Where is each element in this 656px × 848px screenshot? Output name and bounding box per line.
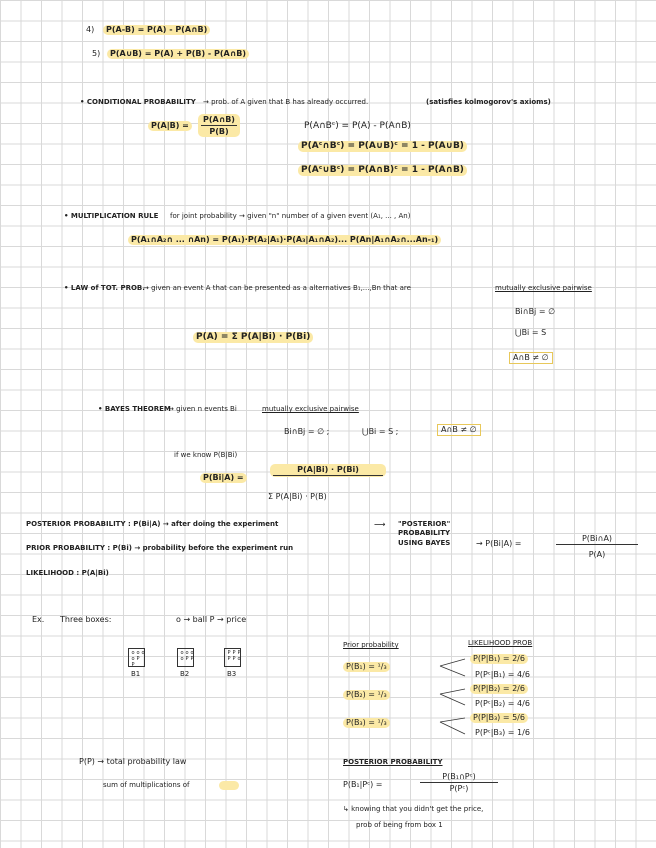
bayes-if-we-know: if we know P(B|Bi)	[174, 451, 238, 459]
conditional-denominator: P(B)	[209, 127, 229, 136]
complement-eq-2: P(Aᶜ∩Bᶜ) = P(A∪B)ᶜ = 1 - P(A∪B)	[298, 141, 467, 152]
total-prob-condition-1: Bi∩Bj = ∅	[515, 307, 556, 316]
example-label: Ex.	[32, 615, 45, 624]
prior-b2: P(B₂) = ¹/₃	[343, 690, 390, 700]
posterior-using-bayes: "POSTERIOR" PROBABILITY USING BAYES	[398, 520, 451, 547]
likelihood-pc-b3: P(Pᶜ|B₃) = 1/6	[475, 728, 530, 737]
likelihood-p-b2: P(P|B₂) = 2/6	[470, 684, 528, 694]
example-posterior-denominator: P(Pᶜ)	[449, 784, 469, 793]
bayes-title: • BAYES THEOREM	[98, 405, 171, 413]
posterior-definition: POSTERIOR PROBABILITY : P(Bi|A) → after doing the experiment	[26, 520, 279, 528]
total-prob-description: → given an event A that can be presented as a alternatives B₁,...,Bn that are	[143, 284, 411, 292]
total-prob-mutually-exclusive: mutually exclusive pairwise	[495, 284, 592, 292]
total-prob-formula: P(A) = Σ P(A|Bi) · P(Bi)	[193, 332, 313, 343]
box-1-icon: o o o o P P	[128, 648, 145, 667]
item-5-number: 5)	[92, 49, 101, 58]
posterior-header: POSTERIOR PROBABILITY	[343, 758, 443, 766]
item-5-formula: P(A∪B) = P(A) + P(B) - P(A∩B)	[107, 49, 249, 59]
bayes-condition-2: ⋃Bi = S ;	[362, 427, 399, 436]
likelihood-definition: LIKELIHOOD : P(A|Bi)	[26, 569, 109, 577]
highlight-blank	[219, 781, 239, 790]
box-3-icon: P P P P P o	[224, 648, 241, 667]
example-posterior-fraction	[420, 772, 498, 793]
multiplication-description: for joint probability → given "n" number of a given event (A₁, ... , An)	[170, 212, 411, 220]
total-law-note: P(P) → total probability law	[79, 757, 187, 766]
likelihood-p-b3: P(P|B₃) = 5/6	[470, 713, 528, 723]
example-posterior-numerator: P(B₁∩Pᶜ)	[420, 772, 498, 783]
likelihood-p-b1: P(P|B₁) = 2/6	[470, 654, 528, 664]
posterior-denominator: P(A)	[588, 550, 606, 559]
bayes-condition-1: Bi∩Bj = ∅ ;	[284, 427, 330, 436]
prior-b1: P(B₁) = ¹/₃	[343, 662, 390, 672]
conditional-lhs: P(A|B) =	[148, 121, 192, 131]
item-4-number: 4)	[86, 25, 95, 34]
conditional-numerator: P(A∩B)	[203, 115, 235, 124]
complement-eq-3: P(Aᶜ∪Bᶜ) = P(A∩B)ᶜ = 1 - P(A∩B)	[298, 165, 467, 176]
bayes-mutually-exclusive: mutually exclusive pairwise	[262, 405, 359, 413]
total-prob-title: • LAW of TOT. PROB.	[64, 284, 145, 292]
box-1-label: B1	[131, 670, 141, 678]
posterior-note-2: prob of being from box 1	[356, 821, 443, 829]
example-posterior-lhs: P(B₁|Pᶜ) =	[343, 780, 383, 789]
posterior-note-1: ↳ knowing that you didn't get the price,	[343, 805, 484, 813]
example-text: Three boxes:	[60, 615, 112, 624]
conditional-description: → prob. of A given that B has already occurred.	[203, 98, 369, 106]
bayes-denominator: Σ P(A|Bi) · P(B)	[268, 492, 327, 501]
box-2-label: B2	[180, 670, 190, 678]
posterior-formula-lhs: → P(Bi|A) =	[476, 539, 522, 548]
bayes-condition-3: A∩B ≠ ∅	[437, 424, 481, 436]
box-3-label: B3	[227, 670, 237, 678]
bayes-description: → given n events Bi	[168, 405, 237, 413]
sum-of-multiplications: sum of multiplications of	[103, 781, 190, 789]
total-prob-condition-3: A∩B ≠ ∅	[509, 352, 553, 364]
prior-definition: PRIOR PROBABILITY : P(Bi) → probability before the experiment run	[26, 544, 294, 552]
likelihood-pc-b2: P(Pᶜ|B₂) = 4/6	[475, 699, 530, 708]
box-2-icon: o o o o P P	[177, 648, 194, 667]
multiplication-title: • MULTIPLICATION RULE	[64, 212, 159, 220]
likelihood-pc-b1: P(Pᶜ|B₁) = 4/6	[475, 670, 530, 679]
complement-eq-1: P(A∩Bᶜ) = P(A) - P(A∩B)	[304, 121, 411, 131]
prior-b3: P(B₃) = ¹/₃	[343, 718, 390, 728]
example-legend: o → ball P → price	[176, 615, 247, 624]
prior-header: Prior probability	[343, 641, 399, 649]
bayes-numerator: P(A|Bi) · P(Bi)	[273, 465, 383, 476]
multiplication-formula: P(A₁∩A₂∩ ... ∩An) = P(A₁)·P(A₂|A₁)·P(A₃|A₁∩A₂)... P(An|A₁∩A₂∩...An-₁)	[128, 235, 441, 245]
item-4-formula: P(A-B) = P(A) - P(A∩B)	[103, 25, 210, 35]
posterior-numerator: P(Bi∩A)	[556, 534, 638, 545]
conditional-title: • CONDITIONAL PROBABILITY	[80, 98, 196, 106]
arrow-icon: ⟶	[374, 520, 386, 529]
total-prob-condition-2: ⋃Bi = S	[515, 328, 547, 337]
conditional-note: (satisfies kolmogorov's axioms)	[426, 98, 551, 106]
likelihood-header: LIKELIHOOD PROB	[468, 639, 533, 647]
bayes-lhs: P(Bi|A) =	[200, 473, 247, 483]
